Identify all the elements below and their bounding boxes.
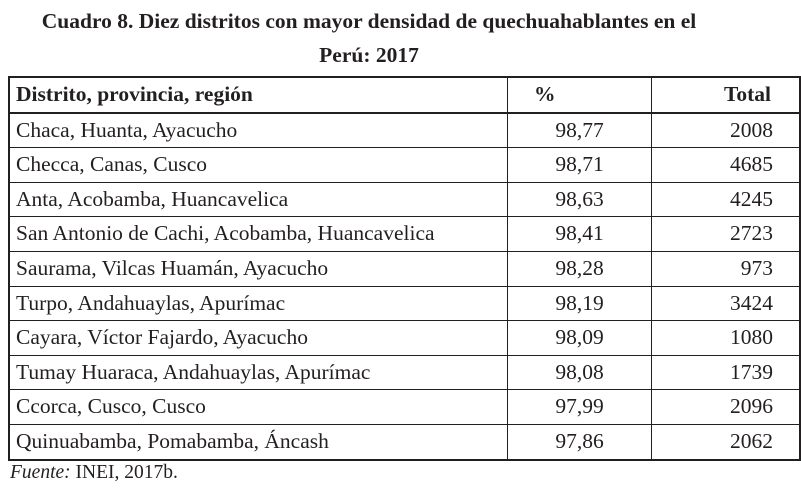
- table-header-row: [9, 77, 800, 113]
- caption-line-2: Perú: 2017: [319, 43, 419, 67]
- table-row: [9, 286, 800, 321]
- cell-district: San Antonio de Cachi, Acobamba, Huancavelica: [9, 217, 508, 252]
- cell-percent: 98,71: [508, 148, 652, 183]
- header-total: Total: [652, 77, 801, 113]
- cell-total: 1080: [652, 321, 801, 356]
- cell-percent: 98,19: [508, 286, 652, 321]
- cell-total: 2723: [652, 217, 801, 252]
- cell-total: 4685: [652, 148, 801, 183]
- cell-percent: 97,99: [508, 390, 652, 425]
- table-row: [9, 424, 800, 459]
- cell-district: Tumay Huaraca, Andahuaylas, Apurímac: [9, 355, 508, 390]
- cell-total: 2008: [652, 113, 801, 148]
- header-percent: %: [508, 77, 652, 113]
- cell-district: Ccorca, Cusco, Cusco: [9, 390, 508, 425]
- table-row: [9, 251, 800, 286]
- cell-total: 3424: [652, 286, 801, 321]
- cell-district: Checca, Canas, Cusco: [9, 148, 508, 183]
- table-row: [9, 321, 800, 356]
- cell-total: 2096: [652, 390, 801, 425]
- cell-district: Chaca, Huanta, Ayacucho: [9, 113, 508, 148]
- table-row: [9, 355, 800, 390]
- cell-percent: 98,41: [508, 217, 652, 252]
- cell-percent: 98,77: [508, 113, 652, 148]
- district-table: [8, 76, 801, 461]
- cell-district: Saurama, Vilcas Huamán, Ayacucho: [9, 251, 508, 286]
- cell-percent: 98,28: [508, 251, 652, 286]
- cell-district: Cayara, Víctor Fajardo, Ayacucho: [9, 321, 508, 356]
- cell-total: 4245: [652, 182, 801, 217]
- table-caption: [0, 4, 738, 72]
- cell-total: 2062: [652, 424, 801, 459]
- cell-percent: 98,09: [508, 321, 652, 356]
- table-row: [9, 113, 800, 148]
- source-label: Fuente:: [10, 462, 71, 483]
- cell-percent: 98,08: [508, 355, 652, 390]
- table-row: [9, 148, 800, 183]
- table-row: [9, 182, 800, 217]
- cell-district: Quinuabamba, Pomabamba, Áncash: [9, 424, 508, 459]
- table-row: [9, 217, 800, 252]
- header-district: Distrito, provincia, región: [9, 77, 508, 113]
- cell-district: Turpo, Andahuaylas, Apurímac: [9, 286, 508, 321]
- caption-line-1: Cuadro 8. Diez distritos con mayor densidad de quechuahablantes en el: [41, 9, 697, 33]
- cell-percent: 97,86: [508, 424, 652, 459]
- cell-district: Anta, Acobamba, Huancavelica: [9, 182, 508, 217]
- cell-total: 973: [652, 251, 801, 286]
- source-note: [10, 461, 178, 485]
- table-row: [9, 390, 800, 425]
- cell-percent: 98,63: [508, 182, 652, 217]
- cell-total: 1739: [652, 355, 801, 390]
- source-text: INEI, 2017b.: [75, 462, 178, 483]
